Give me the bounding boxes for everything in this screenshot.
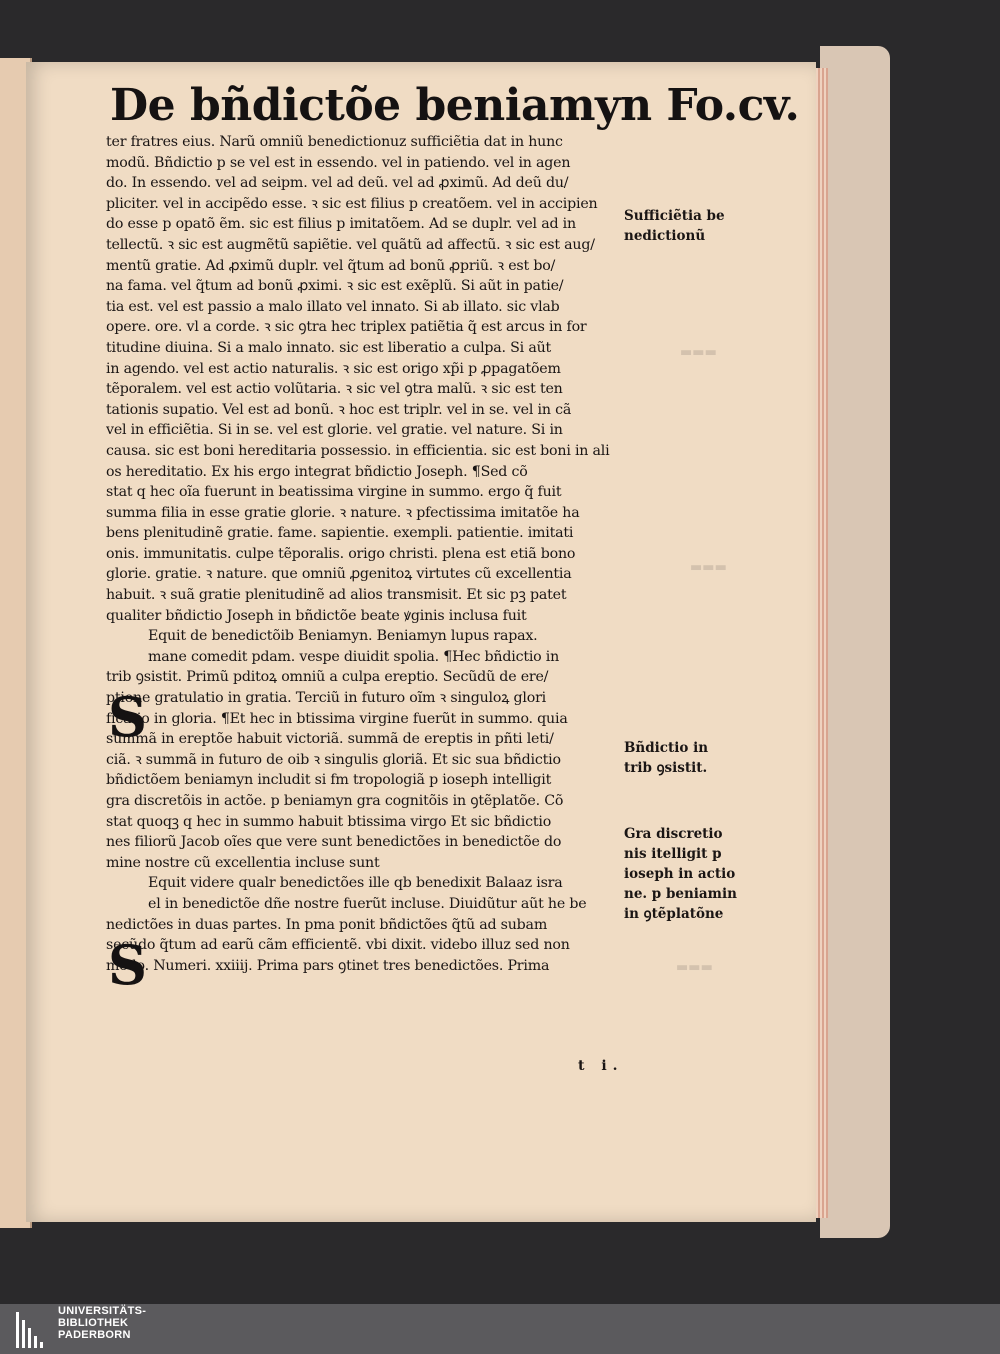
text-line: do. In essendo. vel ad seipm. vel ad deũ. vel ad ꝓximũ. Ad deũ du/ (106, 175, 569, 192)
margin-note-gratia (624, 824, 774, 924)
text-line: ciã. ꝛ summã in futuro de oib ꝛ singulis gloriã. Et sic sua bñdictio (106, 751, 561, 768)
drop-capital: S (108, 685, 147, 749)
text-line: bens plenitudinẽ gratie. fame. sapientie. exempli. patientie. imitati (106, 525, 574, 542)
text-line: Equit videre qualr benedictões ille qb benedixit Balaaz isra (148, 875, 563, 892)
main-text-column (106, 132, 624, 976)
text-line: el in benedictõe dñe nostre fuerũt incluse. Diuidũtur aũt he be (148, 895, 587, 912)
show-through: ▬▬▬ (690, 560, 727, 575)
text-line: mentũ gratie. Ad ꝓximũ duplr. vel q̃tum ad bonũ ꝓpriũ. ꝛ est bo/ (106, 257, 556, 274)
text-line: modũ. Bñdictio p se vel est in essendo. vel in patiendo. vel in agen (106, 154, 571, 171)
text-line: tẽporalem. vel est actio volũtaria. ꝛ sic vel ꝯtra malũ. ꝛ sic est ten (106, 381, 563, 398)
margin-note-line: Sufficiẽtia be (624, 208, 725, 224)
text-line: habuit. ꝛ suã gratie plenitudinẽ ad alios transmisit. Et sic pꝫ patet (106, 587, 567, 604)
text-line: opere. ore. vl a corde. ꝛ sic ꝯtra hec triplex patiẽtia q̃ est arcus in for (106, 319, 587, 336)
text-line: qualiter bñdictio Joseph in bñdictõe beate ꝟginis inclusa fuit (106, 607, 527, 624)
text-line: ficatio in gloria. ¶Et hec in btissima virgine fuerũt in summo. quia (106, 710, 568, 727)
margin-note-line: in ꝯtẽplatõne (624, 906, 724, 922)
text-line: Equit de benedictõib Beniamyn. Beniamyn lupus rapax. (148, 628, 538, 645)
text-line: modo. Numeri. xxiiij. Prima pars ꝯtinet tres benedictões. Prima (106, 957, 550, 974)
logo-line: UNIVERSITÄTS- (58, 1305, 147, 1317)
text-line: pliciter. vel in accipẽdo esse. ꝛ sic est filius p creatõem. vel in accipien (106, 195, 598, 212)
text-line: trib ꝯsistit. Primũ pditoꝝ omniũ a culpa ereptio. Secũdũ de ere/ (106, 669, 549, 686)
library-logo-text (58, 1305, 146, 1341)
margin-note-line: nis itelligit p (624, 846, 722, 862)
text-line: tationis supatio. Vel est ad bonũ. ꝛ hoc est triplr. vel in se. vel in cã (106, 401, 572, 418)
text-line: summã in ereptõe habuit victoriã. summã de ereptis in pñti leti/ (106, 731, 554, 748)
signature-mark: t i. (578, 1058, 624, 1074)
text-line: secũdo q̃tum ad earũ cãm efficientẽ. vbi dixit. videbo illuz sed non (106, 937, 570, 954)
text-line: ptione gratulatio in gratia. Terciũ in futuro oĩm ꝛ singuloꝝ glori (106, 690, 547, 707)
library-footer (0, 1304, 1000, 1354)
text-line: glorie. gratie. ꝛ nature. que omniũ ꝓgenitoꝝ virtutes cũ excellentia (106, 566, 572, 583)
text-line: causa. sic est boni hereditaria possessio. in efficientia. sic est boni in ali (106, 442, 610, 459)
text-line: os hereditatio. Ex his ergo integrat bñdictio Joseph. ¶Sed cõ (106, 463, 528, 480)
text-line: gra discretõis in actõe. p beniamyn gra cognitõis in ꝯtẽplatõe. Cõ (106, 793, 564, 809)
margin-note-line: Bñdictio in (624, 740, 709, 756)
text-line: bñdictõem beniamyn includit si fm tropologiã p ioseph intelligit (106, 772, 552, 789)
margin-note-line: ioseph in actio (624, 866, 736, 882)
text-block-2 (106, 626, 624, 873)
margin-note-sufficientia (624, 206, 774, 246)
university-logo-icon (14, 1310, 50, 1350)
logo-line: BIBLIOTHEK (58, 1317, 129, 1329)
text-block-1 (106, 132, 624, 626)
show-through: ▬▬▬ (676, 960, 713, 975)
text-block-3 (106, 873, 624, 976)
show-through: ▬▬▬ (680, 345, 717, 360)
text-line: mane comedit pdam. vespe diuidit spolia. ¶Hec bñdictio in (148, 648, 560, 665)
text-line: stat q hec oĩa fuerunt in beatissima virgine in summo. ergo q̃ fuit (106, 484, 562, 501)
page-heading: De bñdictõe beniamyn Fo.cv. (110, 80, 800, 131)
margin-note-line: trib ꝯsistit. (624, 760, 708, 776)
margin-note-line: ne. p beniamin (624, 886, 737, 902)
text-line: tellectũ. ꝛ sic est augmẽtũ sapiẽtie. vel quãtũ ad affectũ. ꝛ sic est aug/ (106, 236, 595, 253)
margin-note-line: nedictionũ (624, 228, 706, 244)
text-line: na fama. vel q̃tum ad bonũ ꝓximi. ꝛ sic est exẽplũ. Si aũt in patie/ (106, 278, 564, 295)
text-line: ter fratres eius. Narũ omniũ benedictionuz sufficiẽtia dat in hunc (106, 134, 563, 150)
text-line: summa filia in esse gratie glorie. ꝛ nature. ꝛ pfectissima imitatõe ha (106, 504, 580, 521)
text-line: vel in efficiẽtia. Si in se. vel est glorie. vel gratie. vel nature. Si in (106, 422, 563, 439)
logo-line: PADERBORN (58, 1329, 131, 1341)
text-line: stat quoqꝫ q hec in summo habuit btissima virgo Et sic bñdictio (106, 813, 552, 830)
text-line: tia est. vel est passio a malo illato vel innato. Si ab illato. sic vlab (106, 298, 560, 315)
margin-note-line: Gra discretio (624, 826, 723, 842)
text-line: titudine diuina. Si a malo innato. sic est liberatio a culpa. Si aũt (106, 339, 552, 356)
text-line: onis. immunitatis. culpe tẽporalis. origo christi. plena est etiã bono (106, 545, 576, 562)
text-line: do esse p opatõ ẽm. sic est filius p imitatõem. Ad se duplr. vel ad in (106, 216, 576, 233)
margin-note-benedictio (624, 738, 774, 778)
text-line: mine nostre cũ excellentia incluse sunt (106, 854, 380, 871)
drop-capital: S (108, 933, 147, 997)
text-line: in agendo. vel est actio naturalis. ꝛ sic est origo xp̃i p ꝓpagatõem (106, 360, 561, 377)
text-line: nedictões in duas partes. In pma ponit bñdictões q̃tũ ad subam (106, 916, 548, 933)
book-cover-edge (820, 46, 890, 1238)
text-line: nes filiorũ Jacob oĩes que vere sunt benedictões in benedictõe do (106, 834, 562, 851)
